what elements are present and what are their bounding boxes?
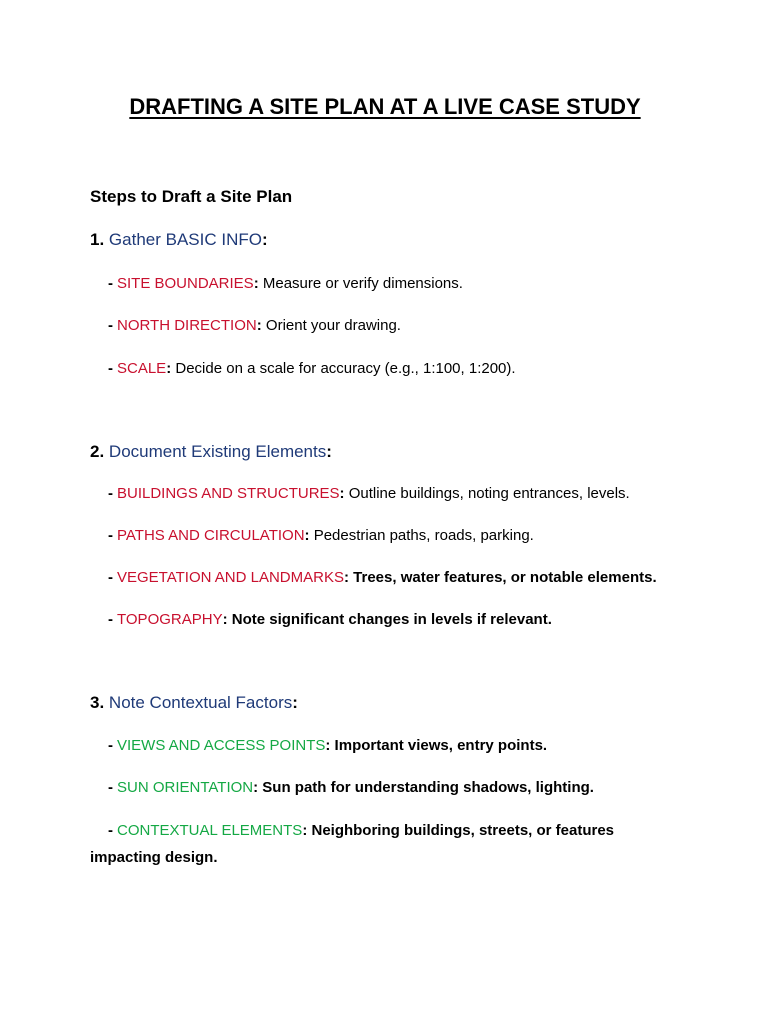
item-colon: : [256, 317, 262, 334]
section-1-number: 1. [90, 230, 105, 249]
item-description: Measure or verify dimensions. [258, 275, 463, 292]
list-dash: - [108, 779, 113, 796]
item-description: Important views, entry points. [330, 737, 548, 754]
list-item-sun-orientation [108, 779, 594, 796]
list-item-contextual-elements [90, 817, 650, 871]
section-1-suffix: : [261, 230, 268, 249]
item-colon: : [253, 779, 259, 796]
list-dash: - [108, 611, 113, 628]
item-key: SUN ORIENTATION [117, 779, 254, 796]
list-item-north-direction [108, 317, 401, 334]
list-dash: - [108, 527, 113, 544]
section-1-name: Gather BASIC INFO [108, 230, 262, 249]
list-item-scale [108, 360, 516, 377]
list-item-paths-and-circulation [108, 527, 534, 544]
list-dash: - [108, 275, 113, 292]
item-description: Pedestrian paths, roads, parking. [309, 527, 534, 544]
item-description: Outline buildings, noting entrances, levels. [344, 485, 630, 502]
item-colon: : [166, 360, 172, 377]
list-dash: - [108, 822, 113, 839]
item-description: Orient your drawing. [261, 317, 401, 334]
item-colon: : [344, 569, 349, 586]
item-key: PATHS AND CIRCULATION [117, 527, 305, 544]
item-description: Neighboring buildings, streets, or features impacting design. [90, 822, 615, 866]
section-3-name: Note Contextual Factors [108, 693, 293, 712]
item-colon: : [304, 527, 310, 544]
item-colon: : [302, 822, 308, 839]
section-1-heading [90, 230, 268, 250]
list-item-buildings-and-structures [108, 485, 630, 502]
item-description: Note significant changes in levels if relevant. [227, 611, 552, 628]
list-item-views-and-access-points [108, 737, 547, 754]
item-key: VEGETATION AND LANDMARKS [117, 569, 344, 586]
item-description: Decide on a scale for accuracy (e.g., 1:100, 1:200). [171, 360, 516, 377]
item-key: SCALE [117, 360, 167, 377]
list-dash: - [108, 485, 113, 502]
item-colon: : [325, 737, 331, 754]
list-item-topography [108, 611, 552, 628]
list-item-site-boundaries [108, 275, 463, 292]
item-key: BUILDINGS AND STRUCTURES [117, 485, 340, 502]
page-subtitle: Steps to Draft a Site Plan [90, 187, 293, 206]
section-3-heading [90, 693, 298, 713]
list-dash: - [108, 569, 113, 586]
list-dash: - [108, 317, 113, 334]
section-2-name: Document Existing Elements [108, 442, 327, 461]
item-key: VIEWS AND ACCESS POINTS [117, 737, 326, 754]
section-2-heading [90, 442, 332, 462]
section-3-suffix: : [292, 693, 298, 712]
item-key: NORTH DIRECTION [117, 317, 257, 334]
item-key: CONTEXTUAL ELEMENTS [117, 822, 303, 839]
item-key: SITE BOUNDARIES [117, 275, 254, 292]
section-2-suffix: : [326, 442, 332, 461]
section-3-number: 3. [90, 693, 105, 712]
item-description: Sun path for understanding shadows, lighting. [258, 779, 594, 796]
item-description: Trees, water features, or notable elements. [349, 569, 657, 586]
section-2-number: 2. [90, 442, 105, 461]
item-colon: : [339, 485, 345, 502]
list-dash: - [108, 360, 113, 377]
list-item-vegetation-and-landmarks [108, 569, 657, 586]
item-key: TOPOGRAPHY [117, 611, 223, 628]
item-colon: : [253, 275, 259, 292]
item-colon: : [222, 611, 228, 628]
list-dash: - [108, 737, 113, 754]
page-title: DRAFTING A SITE PLAN AT A LIVE CASE STUDY [129, 94, 641, 119]
